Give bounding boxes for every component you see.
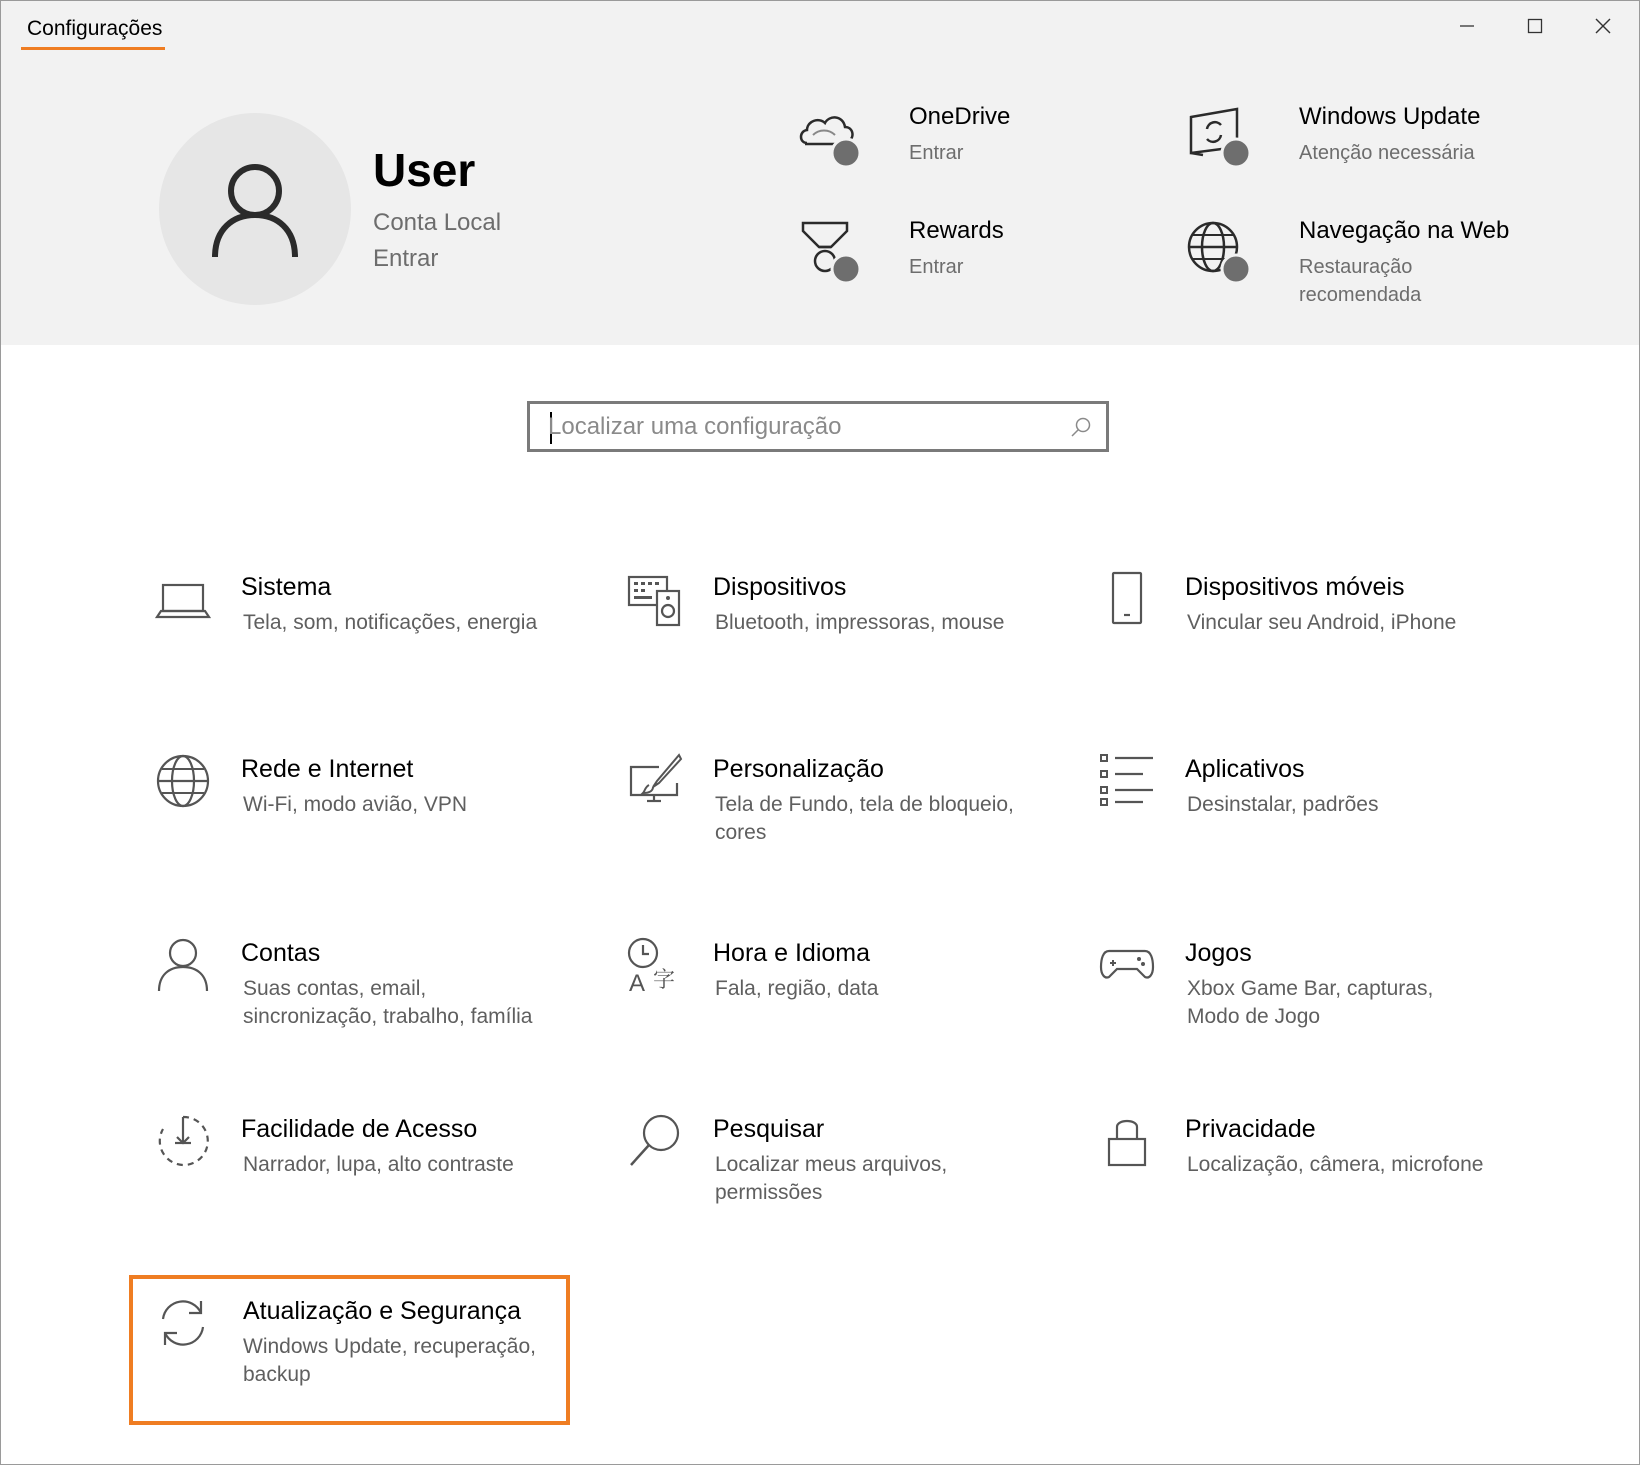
account-type: Conta Local xyxy=(373,209,502,236)
category-search[interactable] xyxy=(601,1093,1031,1243)
quick-link-subtitle: Atenção necessária xyxy=(1299,142,1475,164)
category-title: Hora e Idioma xyxy=(713,939,871,967)
category-update-security[interactable] xyxy=(129,1275,570,1425)
category-title: Atualização e Segurança xyxy=(243,1297,521,1325)
quick-link-title: Windows Update xyxy=(1299,103,1481,130)
maximize-icon xyxy=(1526,17,1544,35)
category-system[interactable] xyxy=(129,551,559,701)
category-subtitle: Windows Update, recuperação, backup xyxy=(243,1335,536,1386)
category-title: Personalização xyxy=(713,755,884,783)
category-title: Aplicativos xyxy=(1185,755,1305,783)
close-button[interactable] xyxy=(1569,1,1637,51)
minimize-icon xyxy=(1458,17,1476,35)
quick-link-title: Rewards xyxy=(909,217,1004,244)
keyboard-speaker-icon xyxy=(627,571,683,627)
category-subtitle: Xbox Game Bar, capturas, Modo de Jogo xyxy=(1187,977,1434,1028)
quick-link-subtitle: Restauração recomendada xyxy=(1299,256,1422,306)
category-subtitle: Localização, câmera, microfone xyxy=(1187,1153,1484,1176)
svg-text:字: 字 xyxy=(653,968,676,993)
settings-search-box[interactable] xyxy=(527,401,1109,452)
category-title: Pesquisar xyxy=(713,1115,825,1143)
category-ease-of-access[interactable] xyxy=(129,1093,559,1243)
quick-link-subtitle: Entrar xyxy=(909,142,964,164)
category-devices[interactable] xyxy=(601,551,1031,701)
sync-arrows-icon xyxy=(155,1295,211,1351)
category-title: Privacidade xyxy=(1185,1115,1316,1143)
quick-link-title: OneDrive xyxy=(909,103,1011,130)
close-icon xyxy=(1594,17,1612,35)
quick-link-subtitle: Entrar xyxy=(909,256,964,278)
category-title: Sistema xyxy=(241,573,332,601)
maximize-button[interactable] xyxy=(1501,1,1569,51)
category-title: Contas xyxy=(241,939,321,967)
quick-link-rewards[interactable] xyxy=(795,217,1125,307)
person-icon xyxy=(155,937,211,993)
quick-link-title: Navegação na Web xyxy=(1299,217,1510,244)
lock-icon xyxy=(1099,1113,1155,1169)
avatar[interactable] xyxy=(159,113,351,305)
category-gaming[interactable] xyxy=(1073,917,1503,1067)
quick-link-onedrive[interactable] xyxy=(795,103,1125,193)
sign-in-link[interactable]: Entrar xyxy=(373,245,439,272)
category-accounts[interactable] xyxy=(129,917,559,1067)
category-subtitle: Suas contas, email, sincronização, trabalho, família xyxy=(243,977,533,1028)
search-input[interactable] xyxy=(548,410,1048,444)
minimize-button[interactable] xyxy=(1433,1,1501,51)
category-title: Dispositivos xyxy=(713,573,847,601)
gamepad-icon xyxy=(1099,937,1155,993)
phone-icon xyxy=(1099,571,1155,627)
category-subtitle: Tela de Fundo, tela de bloqueio, cores xyxy=(715,793,1014,844)
app-title: Configurações xyxy=(27,17,163,40)
laptop-icon xyxy=(155,571,211,627)
category-subtitle: Desinstalar, padrões xyxy=(1187,793,1379,816)
quick-link-web-browsing[interactable] xyxy=(1185,217,1585,337)
category-time-language[interactable] xyxy=(601,917,1031,1067)
category-subtitle: Narrador, lupa, alto contraste xyxy=(243,1153,514,1176)
category-title: Facilidade de Acesso xyxy=(241,1115,478,1143)
category-subtitle: Vincular seu Android, iPhone xyxy=(1187,611,1457,634)
svg-text:A: A xyxy=(629,970,646,993)
category-apps[interactable] xyxy=(1073,733,1503,883)
quick-link-windows-update[interactable] xyxy=(1185,103,1565,193)
profile-header xyxy=(1,55,1639,345)
category-network-internet[interactable] xyxy=(129,733,559,883)
category-title: Rede e Internet xyxy=(241,755,414,783)
windows-update-icon xyxy=(1185,103,1255,173)
globe-icon xyxy=(155,753,211,809)
rewards-medal-icon xyxy=(795,217,865,287)
search-icon[interactable] xyxy=(1070,416,1092,438)
category-mobile-devices[interactable] xyxy=(1073,551,1503,701)
category-subtitle: Bluetooth, impressoras, mouse xyxy=(715,611,1005,634)
category-title: Dispositivos móveis xyxy=(1185,573,1405,601)
time-language-icon xyxy=(627,937,683,993)
title-bar xyxy=(1,1,1639,55)
category-subtitle: Tela, som, notificações, energia xyxy=(243,611,538,634)
category-title: Jogos xyxy=(1185,939,1252,967)
title-underline xyxy=(21,47,165,50)
category-personalization[interactable] xyxy=(601,733,1031,883)
category-privacy[interactable] xyxy=(1073,1093,1503,1243)
paint-monitor-icon xyxy=(627,753,683,809)
category-subtitle: Fala, região, data xyxy=(715,977,879,1000)
apps-list-icon xyxy=(1099,753,1155,809)
user-avatar-icon xyxy=(209,159,301,259)
ease-of-access-icon xyxy=(155,1113,211,1169)
onedrive-cloud-icon xyxy=(795,103,865,173)
magnifier-icon xyxy=(627,1113,683,1169)
user-name: User xyxy=(373,144,476,196)
globe-icon xyxy=(1185,217,1255,287)
category-subtitle: Wi-Fi, modo avião, VPN xyxy=(243,793,468,816)
category-subtitle: Localizar meus arquivos, permissões xyxy=(715,1153,948,1204)
